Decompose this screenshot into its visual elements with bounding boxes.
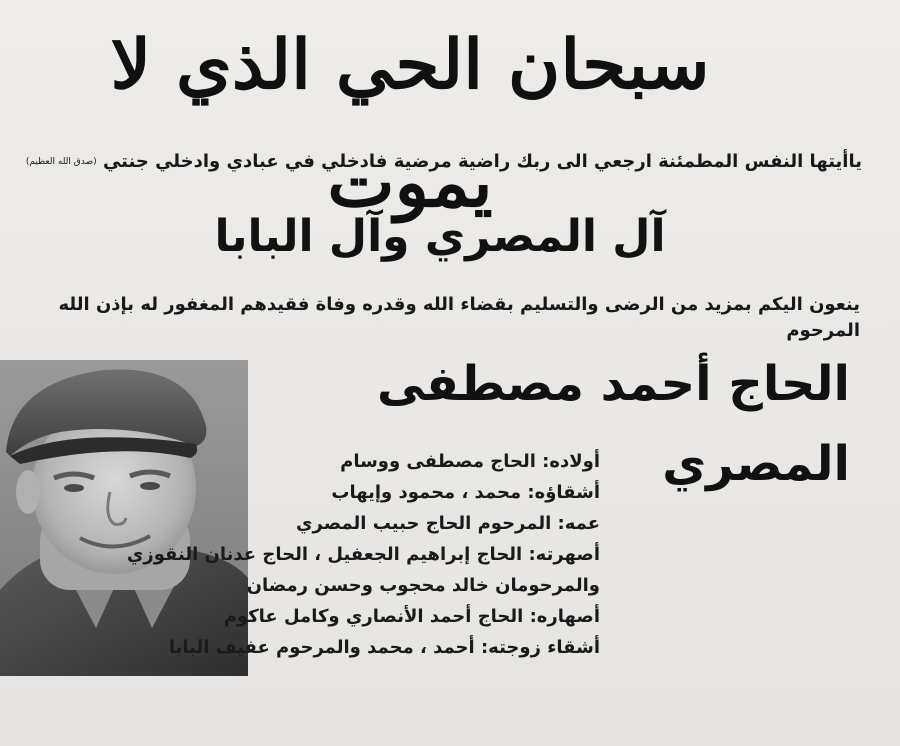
relative-line-sons: أولاده: الحاج مصطفى ووسام — [340, 451, 600, 472]
relative-line-late-sons-in-law: والمرحومان خالد محجوب وحسن رمضان — [246, 575, 600, 596]
relative-line-wife-brothers: أشقاء زوجته: أحمد ، محمد والمرحوم عفيف البابا — [168, 637, 600, 658]
family-names: آل المصري وآل البابا — [214, 211, 666, 262]
relatives-list — [126, 446, 600, 663]
deceased-name: الحاج أحمد مصطفى المصري — [377, 356, 850, 492]
calligraphy-headline: سبحان الحي الذي لا يموت — [110, 25, 710, 223]
quran-verse — [12, 148, 862, 176]
verse-text: ياأيتها النفس المطمئنة ارجعي الى ربك راضية مرضية فادخلي في عبادي وادخلي جنتي — [102, 151, 862, 172]
relative-line-sons-in-law: أصهرته: الحاج إبراهيم الجعفيل ، الحاج عدنان النقوزي — [126, 544, 600, 565]
verse-source: (صدق الله العظيم) — [25, 157, 97, 167]
relative-line-brothers: أشقاؤه: محمد ، محمود وإيهاب — [331, 482, 600, 503]
announcement-text: ينعون اليكم بمزيد من الرضى والتسليم بقضاء الله وقدره وفاة فقيدهم المغفور له بإذن الله المرحوم — [58, 294, 860, 341]
deceased-photo — [0, 360, 248, 676]
relative-line-in-laws: أصهاره: الحاج أحمد الأنصاري وكامل عاكوم — [223, 606, 600, 627]
relative-line-uncle: عمه: المرحوم الحاج حبيب المصري — [296, 513, 600, 534]
